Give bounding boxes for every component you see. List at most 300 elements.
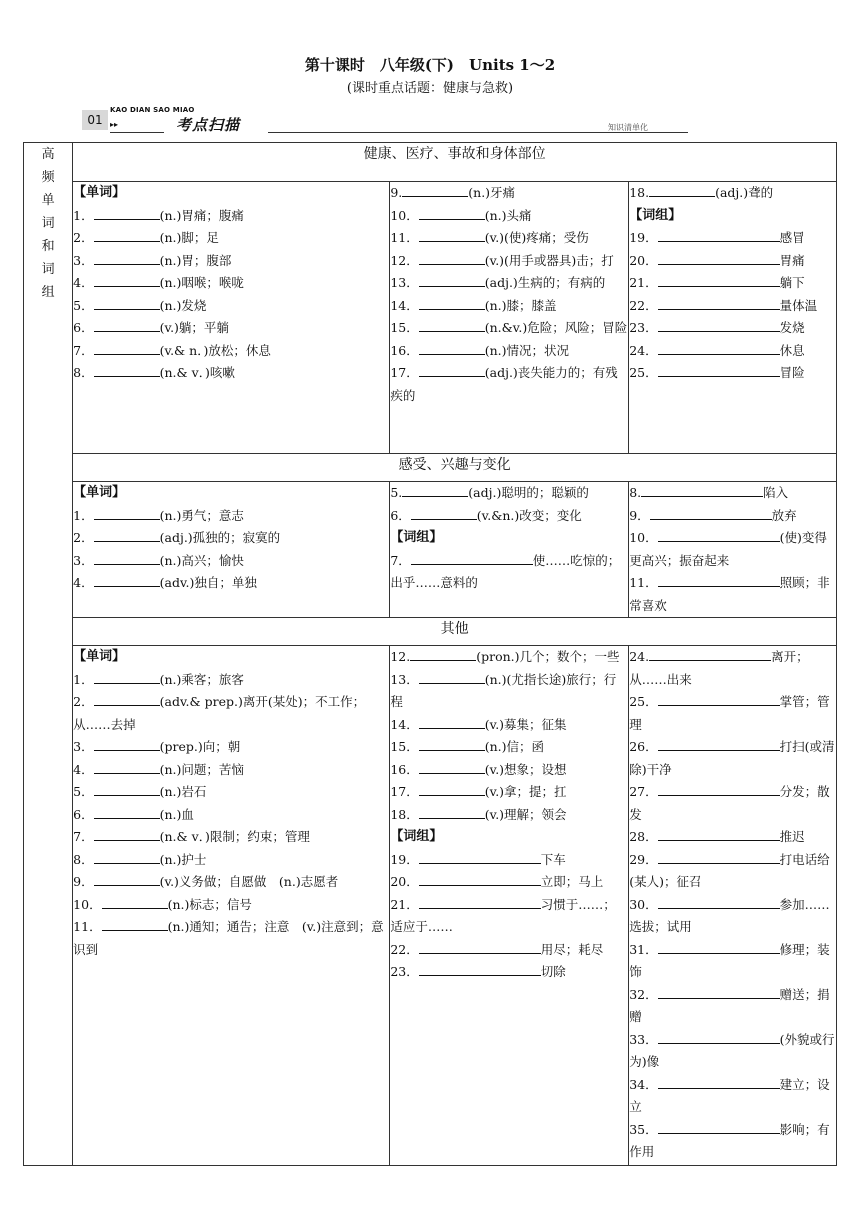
answer-blank[interactable] [419,737,485,751]
vocab-item [390,669,628,714]
item-meaning: (v.)理解；领会 [484,806,567,822]
item-meaning: (adj.)孤独的；寂寞的 [159,530,281,545]
item-meaning: (adj.)聪明的；聪颖的 [468,485,589,500]
item-number: 6． [73,806,94,822]
item-number: 4． [73,275,94,290]
vocab-item [629,362,836,385]
item-meaning: (n.)膝；膝盖 [484,297,557,313]
item-number: 13． [390,275,419,290]
answer-blank[interactable] [94,782,160,796]
vocab-item [390,295,628,318]
item-number: 28． [629,829,658,844]
answer-blank[interactable] [94,805,160,819]
answer-blank[interactable] [658,363,780,377]
vocab-item [73,550,389,573]
answer-blank[interactable] [658,850,780,864]
item-number: 19． [629,230,658,245]
item-meaning: (n.)问题；苦恼 [159,761,244,777]
item-number: 3． [73,552,94,568]
vocab-item [390,804,628,827]
item-number: 13． [390,671,419,687]
item-meaning: 发烧 [779,320,805,335]
answer-blank[interactable] [658,318,780,332]
answer-blank[interactable] [419,318,485,332]
answer-blank[interactable] [658,573,780,587]
vocab-item [629,849,836,894]
item-number: 10． [390,207,419,223]
item-number: 20． [390,874,419,889]
section-col [629,482,837,618]
answer-blank[interactable] [419,782,485,796]
item-meaning: 切除 [540,964,566,979]
vocab-item [73,272,389,295]
item-meaning: (n.)头痛 [484,207,532,223]
item-meaning: (外貌或行为)像 [629,1031,835,1069]
vocab-item [390,781,628,804]
vocab-item [629,250,836,273]
section-col [73,482,390,618]
vocab-item [629,781,836,826]
item-meaning: (n.)勇气；意志 [159,507,244,523]
vocab-item [629,317,836,340]
item-meaning: (n.)岩石 [159,784,207,799]
item-meaning: 习惯于……；适应于…… [390,896,616,934]
vocab-item [629,1119,836,1164]
answer-blank[interactable] [94,760,160,774]
item-number: 9. [390,185,403,200]
answer-blank[interactable] [94,296,160,310]
item-meaning: (n.)血 [159,806,194,822]
vocab-item [390,362,628,407]
section-title: 健康、医疗、事故和身体部位 [73,143,837,182]
item-meaning: 下车 [540,851,566,867]
item-number: 12． [390,252,419,268]
item-meaning: 陷入 [763,485,789,500]
answer-blank[interactable] [94,737,160,751]
vocab-item [390,714,628,737]
item-meaning: 推迟 [779,829,805,844]
item-meaning: 掌管；管理 [629,694,830,732]
item-meaning: 修理；装饰 [629,941,830,979]
answer-blank[interactable] [658,251,780,265]
item-number: 9． [73,874,94,889]
item-meaning: (v.)(用手或器具)击；打 [484,252,614,268]
vocab-item [629,340,836,363]
item-number: 23． [390,964,419,979]
vocab-item [390,505,628,528]
answer-blank[interactable] [658,1075,780,1089]
vocab-item [390,340,628,363]
item-meaning: (adv.)独自；单独 [159,575,257,590]
item-meaning: 感冒 [779,230,805,245]
item-number: 19． [390,851,419,867]
vocab-item [629,482,836,505]
answer-blank[interactable] [650,506,772,520]
vocab-item [73,250,389,273]
answer-blank[interactable] [94,341,160,355]
item-meaning: (adj.)生病的；有病的 [484,275,606,290]
item-number: 20． [629,252,658,268]
vocab-item [390,736,628,759]
item-number: 1． [73,207,94,223]
vocab-item [629,527,836,572]
vocab-item [629,736,836,781]
item-number: 23． [629,320,658,335]
side-char: 词 [41,262,55,277]
item-meaning: (n.& v．)限制；约束；管理 [159,829,310,844]
vocab-item [73,736,389,759]
section-col [390,182,629,454]
item-meaning: 打扫(或清除)干净 [629,739,835,777]
vocab-item [73,505,389,528]
answer-blank[interactable] [658,228,780,242]
item-meaning: (v.& n．)放松；休息 [159,342,271,358]
answer-blank[interactable] [94,251,160,265]
answer-blank[interactable] [102,917,168,931]
vocab-item [629,182,836,205]
vocab-item [629,826,836,849]
answer-blank[interactable] [94,670,160,684]
item-number: 6． [73,320,94,335]
answer-blank[interactable] [94,273,160,287]
vocab-item [629,572,836,617]
vocab-item [73,227,389,250]
answer-blank[interactable] [641,483,763,497]
item-number: 8． [73,851,94,867]
item-meaning: 量体温 [779,297,818,313]
vocab-item [629,939,836,984]
vocab-item [73,340,389,363]
answer-blank[interactable] [419,363,485,377]
item-number: 33． [629,1031,658,1047]
answer-blank[interactable] [94,827,160,841]
item-number: 25． [629,365,658,380]
item-meaning: (n.)护士 [159,851,207,867]
answer-blank[interactable] [410,647,476,661]
answer-blank[interactable] [94,228,160,242]
answer-blank[interactable] [649,647,771,661]
vocab-item [629,295,836,318]
answer-blank[interactable] [402,483,468,497]
answer-blank[interactable] [94,850,160,864]
item-meaning: 躺下 [779,275,805,290]
answer-blank[interactable] [402,183,468,197]
item-meaning: 用尽；耗尽 [540,941,604,957]
item-number: 5． [73,297,94,313]
section-banner [82,106,688,134]
item-number: 24． [629,342,658,358]
item-number: 34． [629,1076,658,1092]
vocab-item [390,317,628,340]
vocab-item [390,961,628,984]
answer-blank[interactable] [419,341,485,355]
item-meaning: (n.)牙痛 [468,185,516,200]
answer-blank[interactable] [419,296,485,310]
vocab-item [73,295,389,318]
banner-pinyin: KAO DIAN SAO MIAO [110,106,195,114]
vocab-item [629,227,836,250]
item-meaning: 离开；从……出来 [629,649,809,687]
answer-blank[interactable] [658,273,780,287]
item-number: 16． [390,342,419,358]
section-col [390,646,629,1166]
vocab-item [629,1029,836,1074]
vocab-item [390,759,628,782]
vocab-item [73,691,389,736]
item-number: 11． [73,919,102,934]
item-number: 9． [629,507,650,523]
group-heading: 【词组】 [629,207,682,223]
answer-blank[interactable] [411,551,533,565]
answer-blank[interactable] [419,715,485,729]
item-number: 14． [390,716,419,732]
section-col [73,646,390,1166]
item-meaning: (n.)咽喉；喉咙 [159,275,244,290]
answer-blank[interactable] [419,962,541,976]
banner-note: 知识清单化 [608,123,648,132]
item-number: 32． [629,986,658,1002]
answer-blank[interactable] [419,872,541,886]
vocab-item [629,646,836,691]
item-number: 8． [73,365,94,380]
item-meaning: (n.)高兴；愉快 [159,552,244,568]
item-number: 1． [73,671,94,687]
item-number: 7． [73,342,94,358]
item-number: 16． [390,761,419,777]
vocab-item [390,482,628,505]
answer-blank[interactable] [419,760,485,774]
answer-blank[interactable] [658,692,780,706]
vocab-item [390,894,628,939]
vocab-item [73,572,389,595]
answer-blank[interactable] [94,551,160,565]
section-title: 其他 [73,618,837,646]
item-meaning: (n.)发烧 [159,297,207,313]
item-meaning: 赠送；捐赠 [629,986,830,1024]
vocab-item [73,804,389,827]
item-number: 15． [390,320,419,335]
answer-blank[interactable] [658,827,780,841]
vocab-item [73,317,389,340]
vocab-item [73,527,389,550]
item-number: 3． [73,252,94,268]
answer-blank[interactable] [419,206,485,220]
section-col [629,182,837,454]
item-meaning: (n.)标志；信号 [167,896,252,912]
item-meaning: (n.)脚；足 [159,230,219,245]
vocab-item [629,984,836,1029]
answer-blank[interactable] [411,506,477,520]
vocab-item [73,669,389,692]
item-number: 31． [629,941,658,957]
answer-blank[interactable] [94,528,160,542]
item-number: 29． [629,851,658,867]
answer-blank[interactable] [419,850,541,864]
vocab-item [390,871,628,894]
answer-blank[interactable] [94,318,160,332]
side-char: 单 [41,193,55,208]
vocab-item [73,871,389,894]
group-heading: 【单词】 [73,485,126,500]
group-heading: 【单词】 [73,649,126,664]
item-meaning: 放弃 [771,507,797,523]
item-number: 18. [629,185,650,200]
item-number: 17． [390,784,419,799]
section-col [629,646,837,1166]
answer-blank[interactable] [419,228,485,242]
item-meaning: (v.)募集；征集 [484,716,567,732]
side-label [24,143,73,1166]
item-meaning: (pron.)几个；数个；一些 [476,649,620,664]
side-char: 词 [41,216,55,231]
vocab-item [390,182,628,205]
side-char: 和 [41,239,55,254]
item-meaning: (v.)躺；平躺 [159,320,229,335]
page-subtitle: (课时重点话题：健康与急救) [346,81,514,96]
vocab-item [629,894,836,939]
vocab-item [73,849,389,872]
item-number: 2． [73,694,94,709]
item-meaning: (使)变得更高兴；振奋起来 [629,530,827,568]
double-arrow-icon: ▸▸ [110,120,119,129]
section-col [390,482,629,618]
item-number: 4． [73,761,94,777]
side-char: 组 [41,285,55,300]
page-title: 第十课时 八年级(下) Units 1～2 [304,56,556,74]
answer-blank[interactable] [419,251,485,265]
item-meaning: (v.&n.)改变；变化 [476,507,582,523]
item-number: 7． [73,829,94,844]
answer-blank[interactable] [658,528,780,542]
item-meaning: 休息 [779,342,805,358]
answer-blank[interactable] [658,985,780,999]
item-meaning: 使……吃惊的；出乎……意料的 [390,552,621,590]
item-meaning: 分发；散发 [629,784,830,822]
item-number: 6． [390,507,411,523]
item-number: 2． [73,530,94,545]
answer-blank[interactable] [94,872,160,886]
answer-blank[interactable] [102,895,168,909]
item-number: 17． [390,365,419,380]
vocab-item [390,205,628,228]
answer-blank[interactable] [94,573,160,587]
answer-blank[interactable] [419,670,485,684]
item-meaning: (n.)信；函 [484,739,545,754]
item-number: 10． [629,530,658,545]
item-number: 1． [73,507,94,523]
item-meaning: (v.)拿；提；扛 [484,784,567,799]
answer-blank[interactable] [658,782,780,796]
vocab-item [629,272,836,295]
item-meaning: (adj.)聋的 [715,185,774,200]
answer-blank[interactable] [649,183,715,197]
item-meaning: (n.)通知；通告；注意 (v.)注意到；意识到 [73,919,384,957]
item-meaning: (n.& v．)咳嗽 [159,365,235,380]
answer-blank[interactable] [419,273,485,287]
item-meaning: (adv.& prep.)离开(某处)；不工作；从……去掉 [73,694,366,732]
side-char: 频 [41,170,55,185]
item-number: 26． [629,739,658,754]
answer-blank[interactable] [658,895,780,909]
item-number: 8. [629,485,642,500]
item-meaning: (v.)义务做；自愿做 (n.)志愿者 [159,874,339,889]
vocab-item [73,205,389,228]
vocab-item [629,1074,836,1119]
answer-blank[interactable] [658,737,780,751]
item-meaning: (n.)胃；腹部 [159,252,232,268]
item-number: 3． [73,739,94,754]
item-number: 10． [73,896,102,912]
section-col [73,182,390,454]
item-number: 35． [629,1121,658,1137]
item-meaning: (v.)想象；设想 [484,761,567,777]
item-number: 2． [73,230,94,245]
item-meaning: 照顾；非常喜欢 [629,575,830,613]
answer-blank[interactable] [419,895,541,909]
item-number: 27． [629,784,658,799]
vocab-item [73,916,389,961]
vocab-item [73,362,389,385]
answer-blank[interactable] [658,341,780,355]
group-heading: 【单词】 [73,185,126,200]
vocab-item [390,272,628,295]
item-number: 22． [390,941,419,957]
answer-blank[interactable] [419,805,485,819]
vocab-item [73,894,389,917]
item-number: 30． [629,896,658,912]
vocab-item [73,759,389,782]
answer-blank[interactable] [658,296,780,310]
item-meaning: 建立；设立 [629,1076,830,1114]
answer-blank[interactable] [658,1030,780,1044]
vocab-item [390,646,628,669]
item-number: 5. [390,485,403,500]
item-meaning: (n.)情况；状况 [484,342,570,358]
item-meaning: 冒险 [779,365,805,380]
item-number: 11． [390,230,419,245]
banner-label: 考点扫描 [176,116,241,134]
item-meaning: (n.)(尤指长途)旅行；行程 [390,671,617,709]
item-meaning: 立即；马上 [540,874,604,889]
vocab-item [629,691,836,736]
answer-blank[interactable] [658,1120,780,1134]
banner-underline [110,132,164,133]
answer-blank[interactable] [94,506,160,520]
answer-blank[interactable] [419,940,541,954]
item-number: 7． [390,552,411,568]
vocab-item [390,939,628,962]
item-meaning: 胃痛 [779,252,805,268]
item-number: 21． [629,275,658,290]
vocab-item [390,849,628,872]
item-number: 11． [629,575,658,590]
item-meaning: 打电话给(某人)；征召 [629,851,830,889]
answer-blank[interactable] [658,940,780,954]
item-meaning: (prep.)向；朝 [159,739,241,754]
answer-blank[interactable] [94,363,160,377]
vocab-item [73,826,389,849]
answer-blank[interactable] [94,206,160,220]
vocab-table [23,142,837,1166]
item-meaning: 参加……选拔；试用 [629,896,830,934]
item-number: 22． [629,297,658,313]
item-meaning: (n.&v.)危险；风险；冒险 [484,320,628,335]
answer-blank[interactable] [94,692,160,706]
item-meaning: (n.)乘客；旅客 [159,671,244,687]
vocab-item [629,505,836,528]
item-number: 18． [390,806,419,822]
group-heading: 【词组】 [390,530,443,545]
